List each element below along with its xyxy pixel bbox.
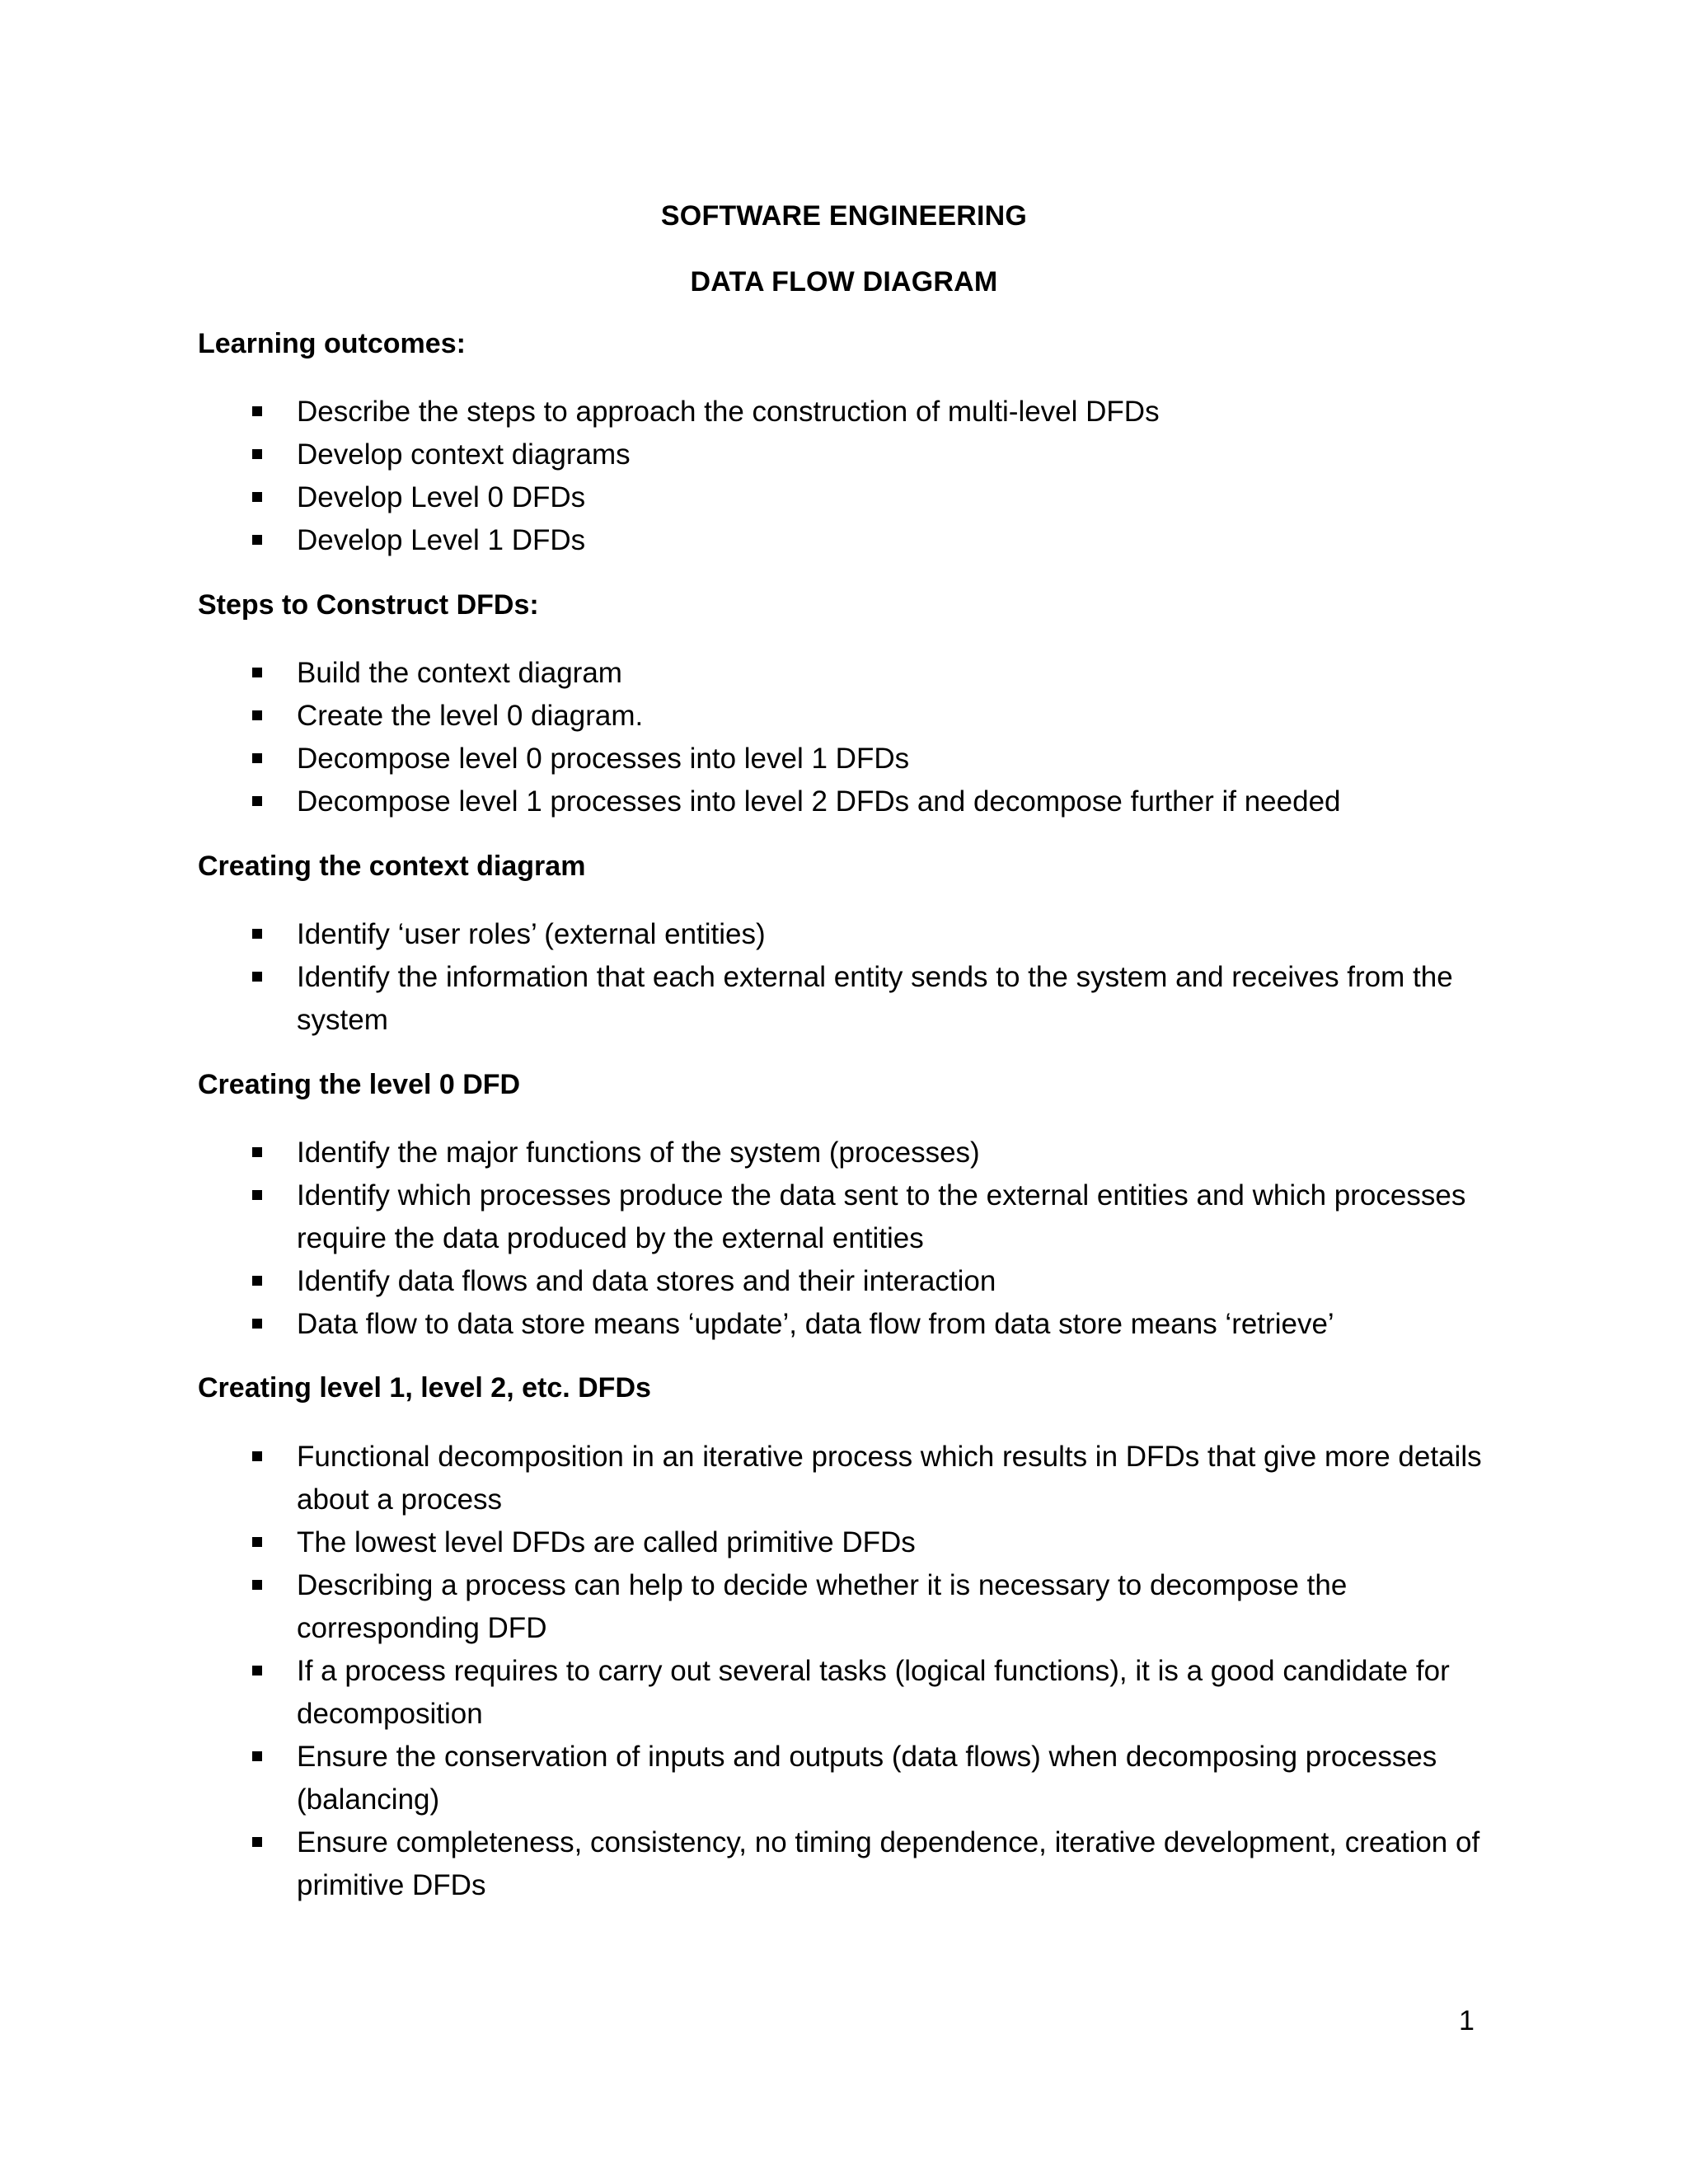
level0-list [198,1132,1484,1346]
square-bullet-icon [252,668,262,677]
square-bullet-icon [252,1837,262,1847]
square-bullet-icon [252,1147,262,1157]
list-item: If a process requires to carry out several tasks (logical functions), it is a good candidate for decomposition [198,1650,1484,1736]
document-subtitle: DATA FLOW DIAGRAM [690,266,998,298]
square-bullet-icon [252,1451,262,1461]
list-item: Develop context diagrams [198,434,1484,476]
square-bullet-icon [252,492,262,502]
square-bullet-icon [252,796,262,806]
list-item: Ensure the conservation of inputs and outputs (data flows) when decomposing processes (balancing) [198,1736,1484,1821]
list-item: Identify which processes produce the data sent to the external entities and which processes require the data produced by the external entities [198,1174,1484,1260]
list-item: Identify the major functions of the system (processes) [198,1132,1484,1174]
list-item: Functional decomposition in an iterative process which results in DFDs that give more details about a process [198,1436,1484,1521]
list-item: Develop Level 1 DFDs [198,519,1484,562]
square-bullet-icon [252,1537,262,1547]
square-bullet-icon [252,535,262,545]
level1-level2-list [198,1436,1484,1907]
square-bullet-icon [252,929,262,939]
learning-outcomes-list [198,391,1484,562]
list-item: Develop Level 0 DFDs [198,476,1484,519]
list-item: Decompose level 0 processes into level 1 DFDs [198,738,1484,780]
list-item: Identify ‘user roles’ (external entities) [198,913,1484,956]
square-bullet-icon [252,449,262,459]
section-heading-level0: Creating the level 0 DFD [198,1069,521,1100]
square-bullet-icon [252,972,262,982]
square-bullet-icon [252,1666,262,1675]
square-bullet-icon [252,406,262,416]
section-heading-steps: Steps to Construct DFDs: [198,589,539,621]
document-title: SOFTWARE ENGINEERING [660,200,1028,232]
list-item: Describing a process can help to decide whether it is necessary to decompose the corresponding DFD [198,1564,1484,1650]
square-bullet-icon [252,1580,262,1590]
section-heading-learning-outcomes: Learning outcomes: [198,328,466,359]
square-bullet-icon [252,1751,262,1761]
square-bullet-icon [252,710,262,720]
list-item: Data flow to data store means ‘update’, data flow from data store means ‘retrieve’ [198,1303,1484,1346]
section-heading-level1-level2: Creating level 1, level 2, etc. DFDs [198,1372,651,1404]
list-item: Identify the information that each external entity sends to the system and receives from the system [198,956,1484,1042]
list-item: Identify data flows and data stores and their interaction [198,1260,1484,1303]
steps-list [198,652,1484,823]
list-item: Ensure completeness, consistency, no timing dependence, iterative development, creation of primitive DFDs [198,1821,1484,1907]
square-bullet-icon [252,1276,262,1286]
list-item: Decompose level 1 processes into level 2 DFDs and decompose further if needed [198,780,1484,823]
list-item: The lowest level DFDs are called primitive DFDs [198,1521,1484,1564]
context-diagram-list [198,913,1484,1042]
page-number: 1 [1459,2005,1475,2036]
section-heading-context-diagram: Creating the context diagram [198,851,586,882]
list-item: Describe the steps to approach the construction of multi-level DFDs [198,391,1484,434]
square-bullet-icon [252,1319,262,1329]
list-item: Build the context diagram [198,652,1484,695]
square-bullet-icon [252,1190,262,1200]
list-item: Create the level 0 diagram. [198,695,1484,738]
square-bullet-icon [252,753,262,763]
